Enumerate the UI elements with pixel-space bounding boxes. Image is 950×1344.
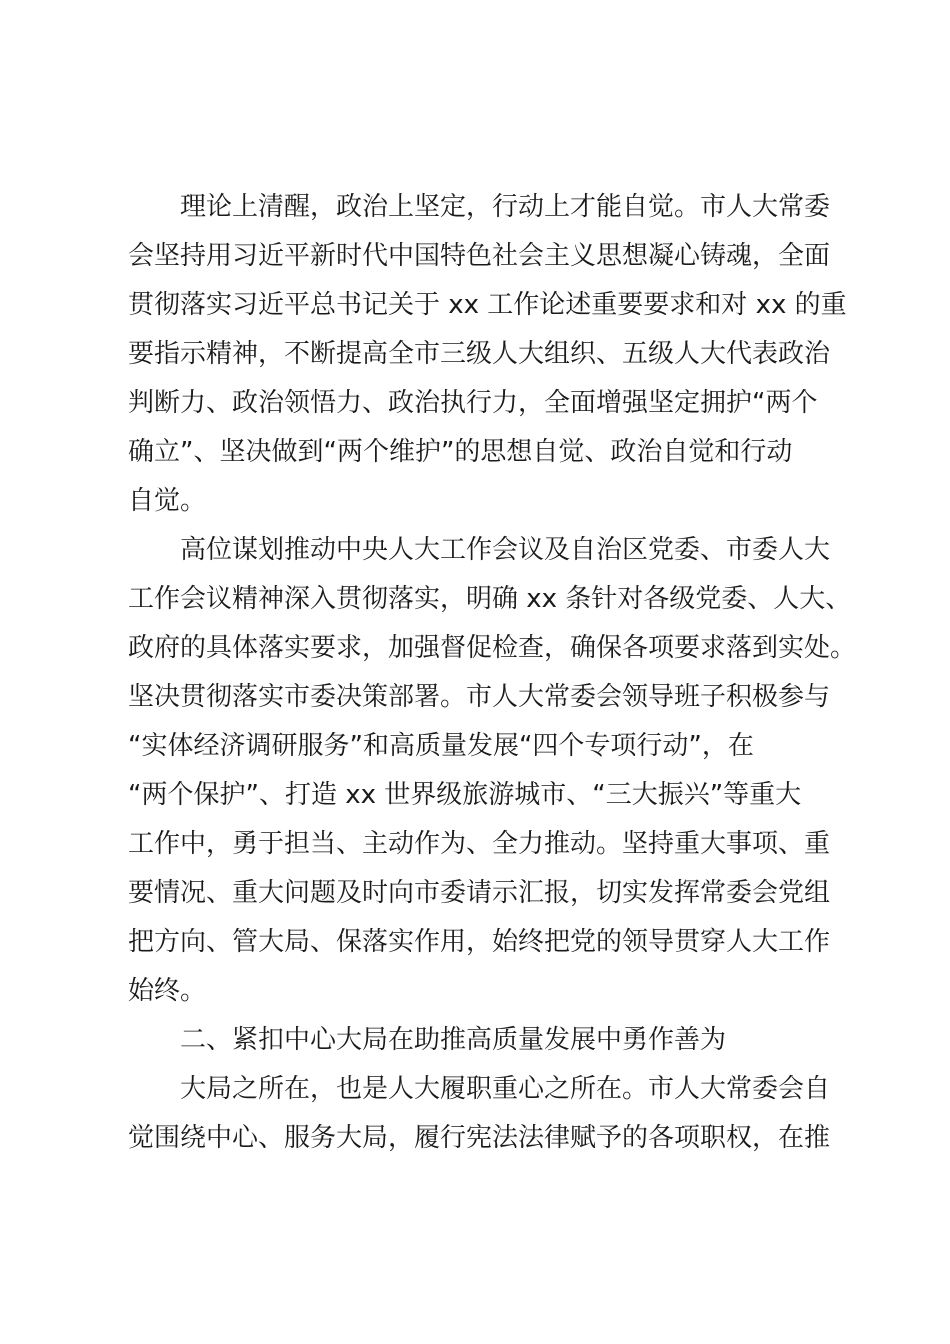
paragraph-line: 把方向、管大局、保落实作用，始终把党的领导贯穿人大工作 [128, 927, 831, 957]
section-heading: 二、紧扣中心大局在助推高质量发展中勇作善为 [180, 1025, 727, 1055]
paragraph-line: 理论上清醒，政治上坚定，行动上才能自觉。市人大常委 [180, 192, 831, 222]
paragraph-line: 工作中，勇于担当、主动作为、全力推动。坚持重大事项、重 [128, 829, 831, 859]
document-body [128, 183, 857, 1163]
paragraph-line: 高位谋划推动中央人大工作会议及自治区党委、市委人大 [180, 535, 831, 565]
paragraph-line: 工作会议精神深入贯彻落实，明确 xx 条针对各级党委、人大、 [128, 584, 852, 614]
paragraph-line: 要指示精神，不断提高全市三级人大组织、五级人大代表政治 [128, 339, 831, 369]
paragraph-line: 大局之所在，也是人大履职重心之所在。市人大常委会自 [180, 1074, 831, 1104]
paragraph-line: 判断力、政治领悟力、政治执行力，全面增强坚定拥护“两个 [128, 388, 818, 418]
paragraph-line: 会坚持用习近平新时代中国特色社会主义思想凝心铸魂，全面 [128, 241, 831, 271]
paragraph-line: 要情况、重大问题及时向市委请示汇报，切实发挥常委会党组 [128, 878, 831, 908]
paragraph-line: 贯彻落实习近平总书记关于 xx 工作论述重要要求和对 xx 的重 [128, 290, 847, 320]
paragraph-line: 确立”、坚决做到“两个维护”的思想自觉、政治自觉和行动 [128, 437, 793, 467]
paragraph-line: 政府的具体落实要求，加强督促检查，确保各项要求落到实处。 [128, 633, 857, 663]
paragraph-line: “实体经济调研服务”和高质量发展“四个专项行动”，在 [128, 731, 754, 761]
paragraph-line: 觉围绕中心、服务大局，履行宪法法律赋予的各项职权，在推 [128, 1123, 831, 1153]
paragraph-line: “两个保护”、打造 xx 世界级旅游城市、“三大振兴”等重大 [128, 780, 802, 810]
paragraph-line: 自觉。 [128, 486, 207, 516]
paragraph-line: 坚决贯彻落实市委决策部署。市人大常委会领导班子积极参与 [128, 682, 831, 712]
paragraph-line: 始终。 [128, 976, 207, 1006]
